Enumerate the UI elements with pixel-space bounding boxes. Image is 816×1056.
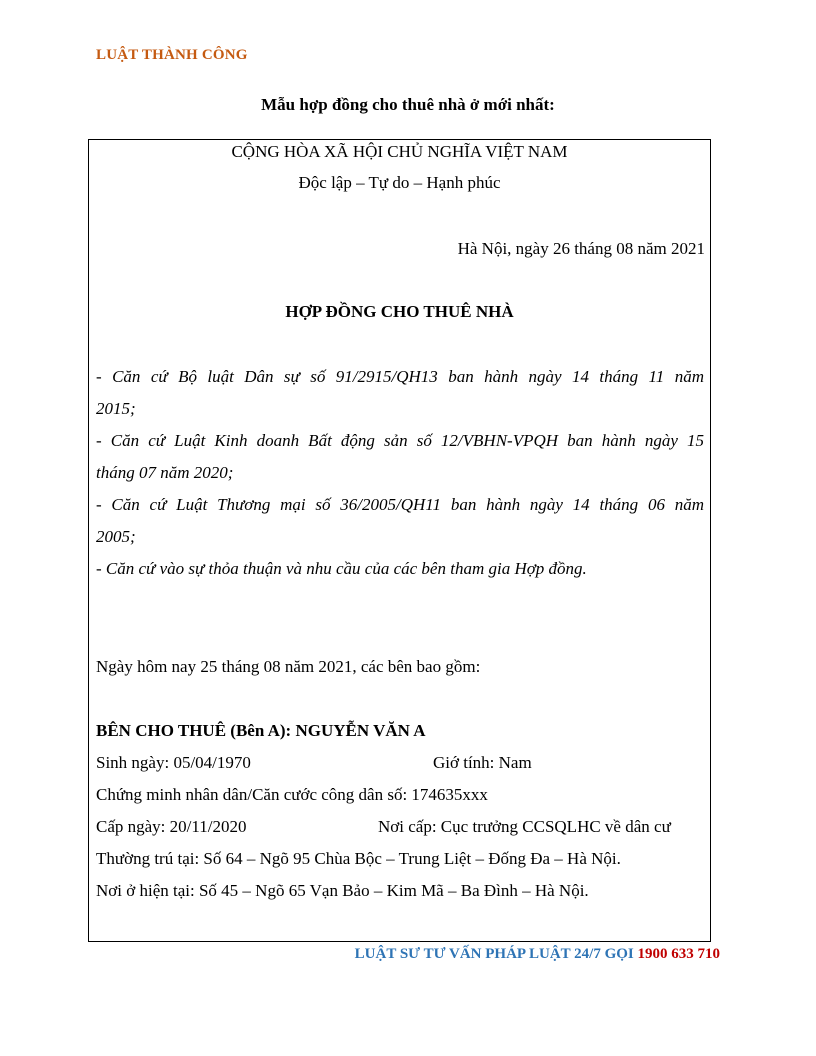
basis-1-line-1: - Căn cứ Bộ luật Dân sự số 91/2915/QH13 ban hành ngày 14 tháng 11 năm [96,367,704,386]
basis-2-line-1: - Căn cứ Luật Kinh doanh Bất động sản số 12/VBHN-VPQH ban hành ngày 15 [96,431,704,450]
basis-3-line-1: - Căn cứ Luật Thương mại số 36/2005/QH11 ban hành ngày 14 tháng 06 năm [96,495,704,514]
footer-phone: 1900 633 710 [637,946,720,962]
brand-name: LUẬT THÀNH CÔNG [96,47,248,63]
basis-2-line-2: tháng 07 năm 2020; [96,463,234,482]
basis-1-line-2: 2015; [96,399,136,418]
party-a-current-address: Nơi ở hiện tại: Số 45 – Ngõ 65 Vạn Bảo – Kim Mã – Ba Đình – Hà Nội. [96,881,589,900]
party-a-birth: Sinh ngày: 05/04/1970 [96,753,251,772]
place-date: Hà Nội, ngày 26 tháng 08 năm 2021 [457,239,705,258]
party-a-gender: Giớ tính: Nam [433,753,532,772]
party-a-issue-place: Nơi cấp: Cục trưởng CCSQLHC về dân cư [378,817,671,836]
document-heading: Mẫu hợp đồng cho thuê nhà ở mới nhất: [261,95,555,114]
national-motto: Độc lập – Tự do – Hạnh phúc [298,173,501,192]
basis-4-line-1: - Căn cứ vào sự thỏa thuận và nhu cầu của các bên tham gia Hợp đồng. [96,559,587,578]
contract-title: HỢP ĐỒNG CHO THUÊ NHÀ [285,302,514,321]
national-header: CỘNG HÒA XÃ HỘI CHỦ NGHĨA VIỆT NAM [231,142,568,161]
party-a-id-number: Chứng minh nhân dân/Căn cước công dân số: 174635xxx [96,785,488,804]
footer-hotline [355,946,720,963]
party-a-heading: BÊN CHO THUÊ (Bên A): NGUYỄN VĂN A [96,721,426,740]
party-a-issue-date: Cấp ngày: 20/11/2020 [96,817,247,836]
basis-3-line-2: 2005; [96,527,136,546]
footer-text: LUẬT SƯ TƯ VẤN PHÁP LUẬT 24/7 GỌI [354,946,638,962]
party-a-permanent-address: Thường trú tại: Số 64 – Ngõ 95 Chùa Bộc – Trung Liệt – Đống Đa – Hà Nội. [96,849,621,868]
intro-line: Ngày hôm nay 25 tháng 08 năm 2021, các bên bao gồm: [96,657,481,676]
